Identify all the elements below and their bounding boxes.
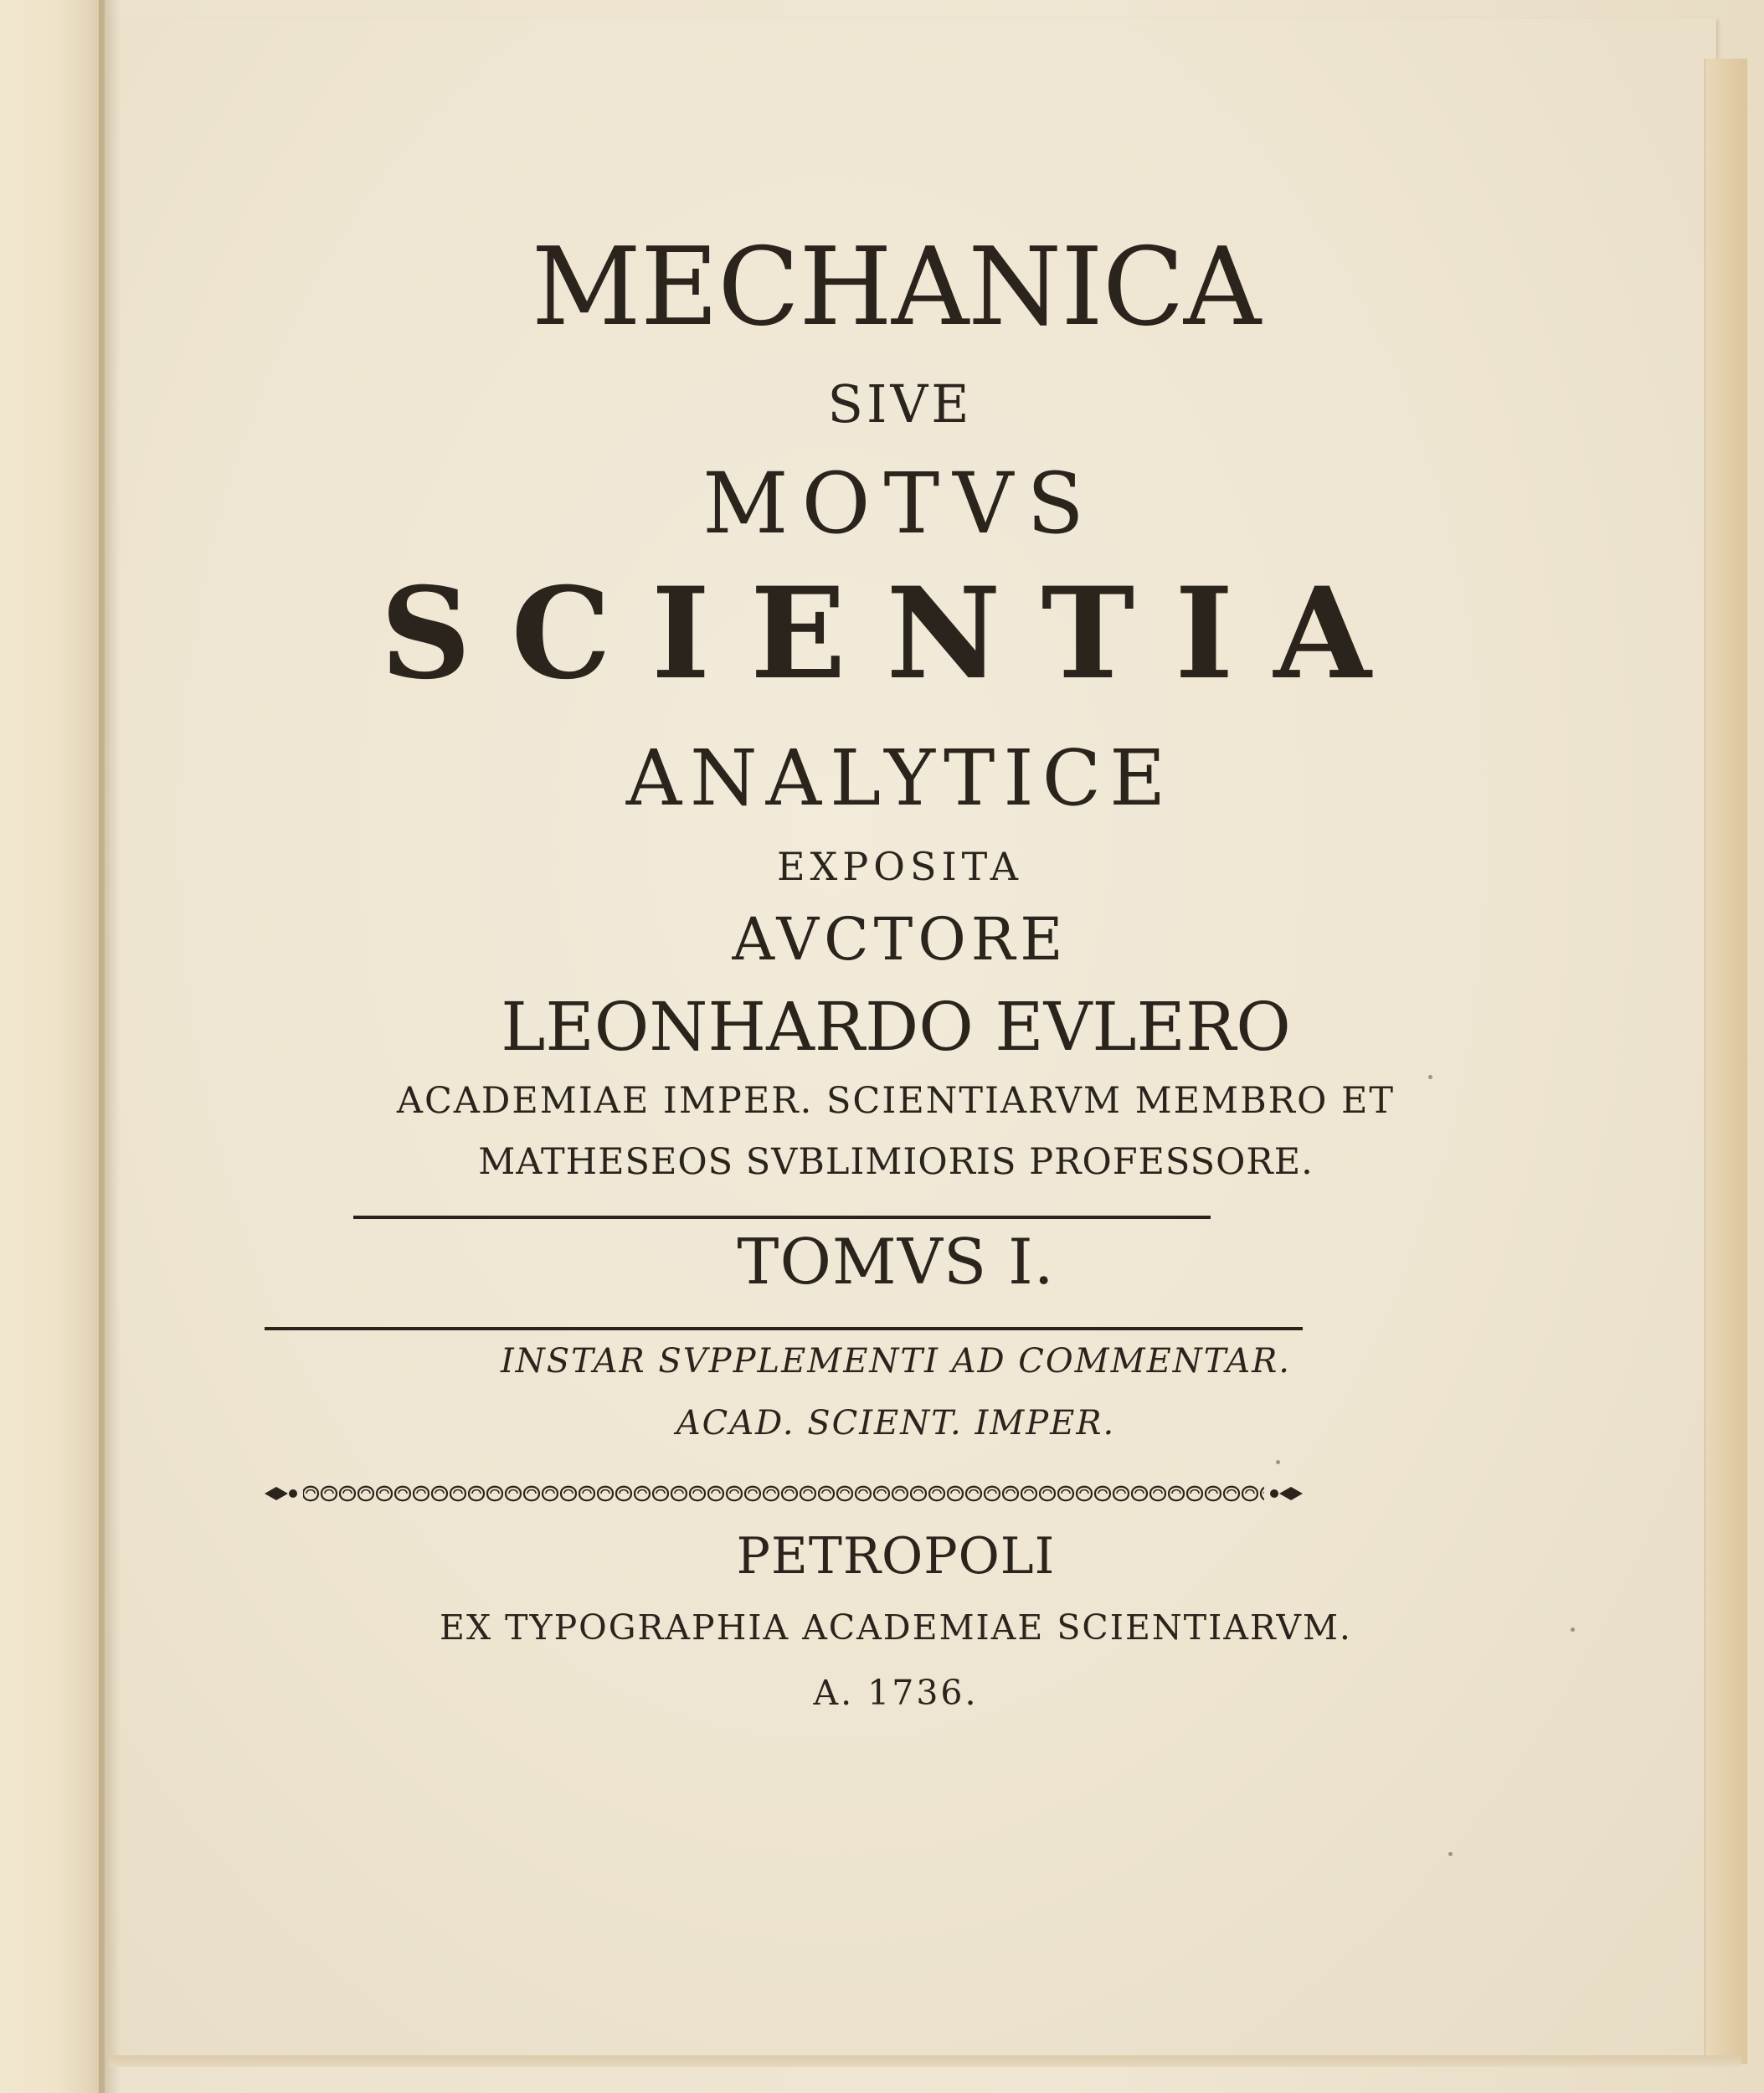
paper-speck: [1428, 1075, 1432, 1079]
paper-speck: [1276, 1460, 1280, 1464]
ornamental-border: [265, 1479, 1303, 1508]
imprint-printer: EX TYPOGRAPHIA ACADEMIAE SCIENTIARVM.: [440, 1607, 1352, 1648]
title-connector: SIVE: [827, 373, 973, 435]
title-line-scientia: SCIENTIA: [380, 560, 1412, 707]
imprint-year: A. 1736.: [813, 1673, 979, 1713]
imprint-place: PETROPOLI: [736, 1527, 1056, 1586]
author-name: LEONHARDO EVLERO: [501, 988, 1291, 1066]
auctore-label: AVCTORE: [732, 905, 1068, 974]
author-title-line-1: ACADEMIAE IMPER. SCIENTIARVM MEMBRO ET: [396, 1080, 1396, 1122]
bottom-edge: [109, 2055, 1741, 2067]
title-line-motus: MOTVS: [702, 455, 1098, 553]
rule-above-volume: [353, 1216, 1211, 1219]
title-line-analytice: ANALYTICE: [625, 733, 1175, 823]
paper-speck: [1448, 1852, 1453, 1856]
supplement-note-line-2: ACAD. SCIENT. IMPER.: [676, 1404, 1116, 1442]
volume-label: TOMVS I.: [737, 1225, 1055, 1298]
title-line-exposita: EXPOSITA: [776, 844, 1024, 889]
ornament-chain-icon: [265, 1479, 1303, 1508]
fore-edge: [1705, 59, 1747, 2064]
rule-below-volume: [265, 1327, 1303, 1330]
author-title-line-2: MATHESEOS SVBLIMIORIS PROFESSORE.: [478, 1141, 1314, 1183]
paper-speck: [1571, 1628, 1575, 1632]
main-title: MECHANICA: [531, 225, 1261, 350]
supplement-note-line-1: INSTAR SVPPLEMENTI AD COMMENTAR.: [500, 1342, 1292, 1381]
